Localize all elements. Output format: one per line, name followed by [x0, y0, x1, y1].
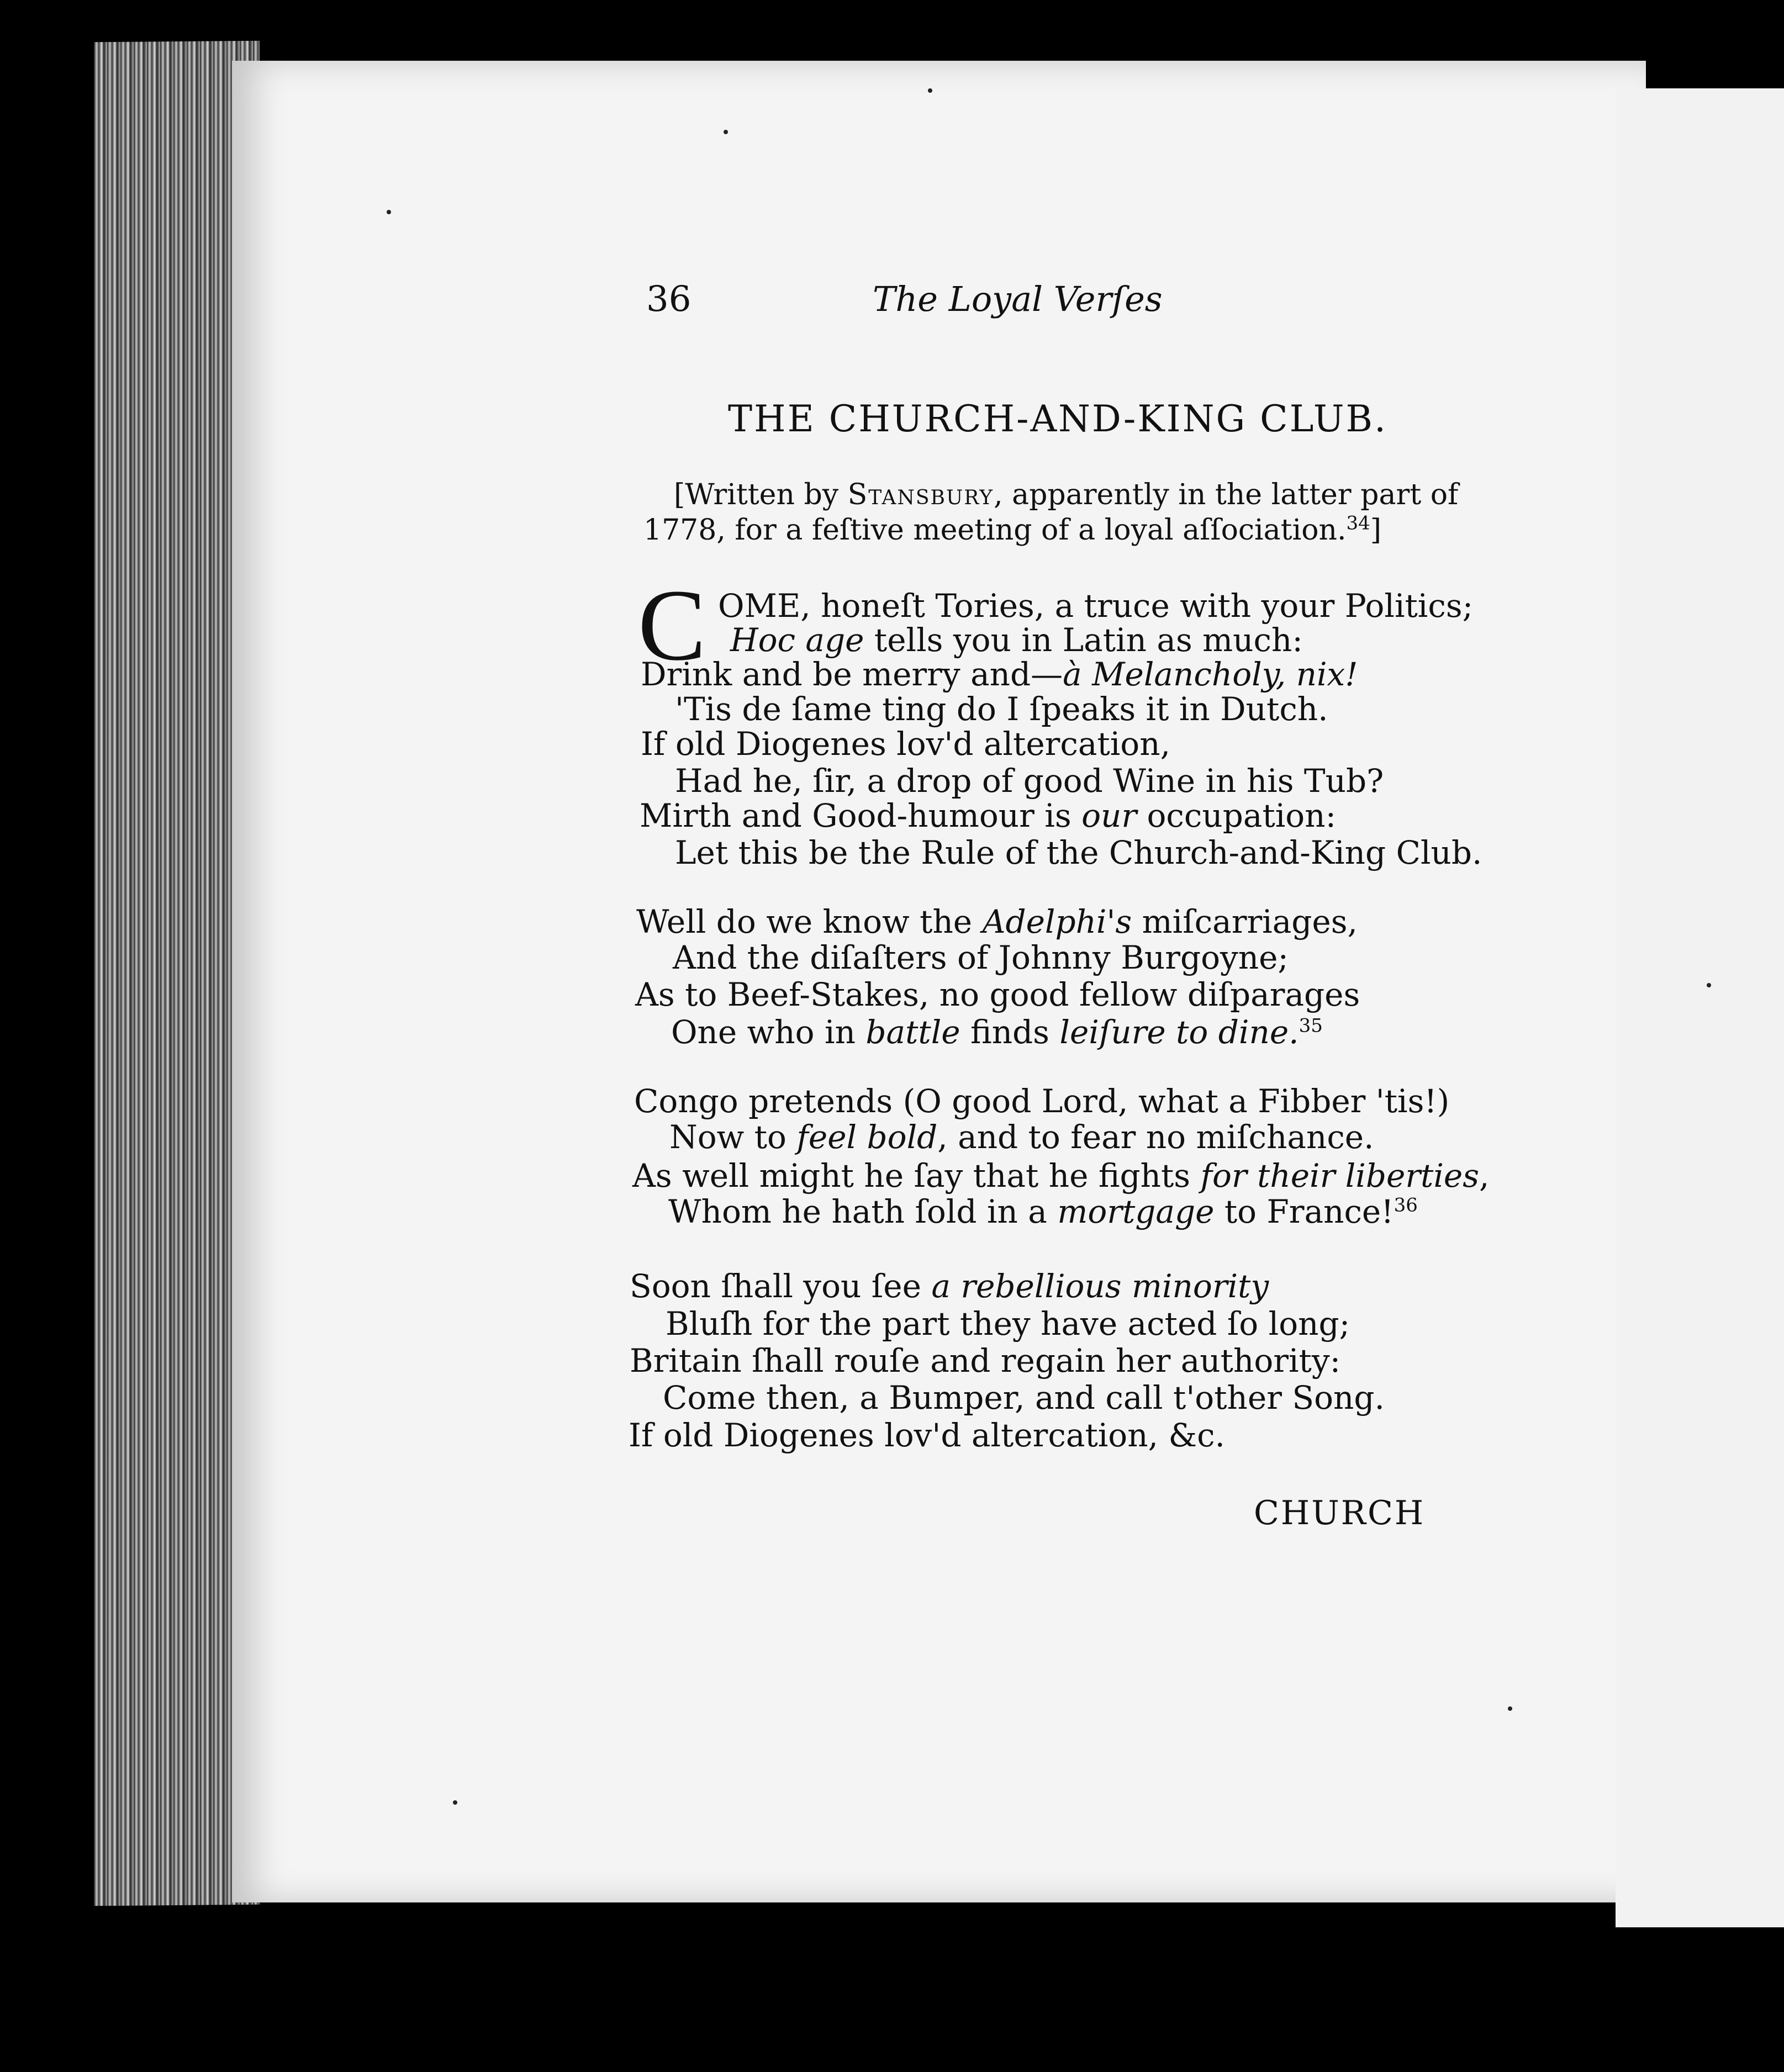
verse-line: If old Diogenes lov'd altercation, &c. — [629, 1416, 1225, 1454]
verse-line: Britain ſhall rouſe and regain her authority: — [630, 1342, 1341, 1379]
verse-line: OME, honeſt Tories, a truce with your Politics; — [718, 587, 1474, 625]
verse-line: Had he, ſir, a drop of good Wine in his Tub? — [675, 762, 1384, 800]
footnote-ref-35: 35 — [1299, 1014, 1323, 1037]
verse-line: Well do we know the Adelphi's miſcarriages, — [636, 903, 1358, 940]
verse-line: Hoc age tells you in Latin as much: — [730, 621, 1303, 659]
scan-speck — [1707, 983, 1711, 987]
footnote-ref-36: 36 — [1394, 1194, 1418, 1217]
verse-line: One who in battle finds leiſure to dine.$^{35}$ — [671, 1013, 1323, 1051]
running-head: The Loyal Verſes — [873, 279, 1163, 319]
catchword: CHURCH — [1254, 1494, 1426, 1532]
scan-speck — [724, 130, 728, 134]
intro-line-1: [Written by Stansbury, apparently in the latter part of — [674, 478, 1459, 511]
author-name: Stansbury — [847, 478, 994, 511]
verse-line: Bluſh for the part they have acted ſo long; — [666, 1305, 1350, 1342]
verse-line: Whom he hath ſold in a mortgage to France!$^{36}$ — [668, 1193, 1418, 1230]
scan-speck — [387, 210, 391, 214]
verse-line: Soon ſhall you ſee a rebellious minority — [630, 1267, 1269, 1305]
drop-cap: C — [638, 569, 706, 682]
poem-title: THE CHURCH-AND-KING CLUB. — [728, 398, 1387, 440]
verse-line: If old Diogenes lov'd altercation, — [641, 725, 1171, 763]
verse-line: Now to feel bold, and to fear no miſchance. — [669, 1118, 1374, 1156]
verse-line: Come then, a Bumper, and call t'other Song. — [663, 1379, 1385, 1416]
verse-line: And the diſaſters of Johnny Burgoyne; — [673, 939, 1289, 976]
verse-line: 'Tis de ſame ting do I ſpeaks it in Dutch. — [675, 690, 1328, 728]
page-number: 36 — [646, 279, 692, 320]
verse-line: Mirth and Good-humour is our occupation: — [640, 797, 1337, 834]
verse-line: As well might he ſay that he fights for their liberties, — [632, 1157, 1490, 1194]
verse-line: Congo pretends (O good Lord, what a Fibber 'tis!) — [634, 1082, 1450, 1120]
verse-line: Let this be the Rule of the Church-and-King Club. — [675, 834, 1482, 871]
verse-line: Drink and be merry and—à Melancholy, nix! — [641, 656, 1358, 693]
footnote-ref-34: 34 — [1346, 512, 1370, 535]
scan-speck — [453, 1800, 457, 1805]
scan-speck — [1508, 1706, 1512, 1711]
facing-page-edge — [1616, 88, 1784, 1927]
verse-line: As to Beef-Stakes, no good fellow diſparages — [635, 976, 1360, 1013]
intro-line-2: 1778, for a feſtive meeting of a loyal aſſociation.$^{34}$] — [643, 512, 1382, 547]
scan-speck — [928, 88, 932, 93]
